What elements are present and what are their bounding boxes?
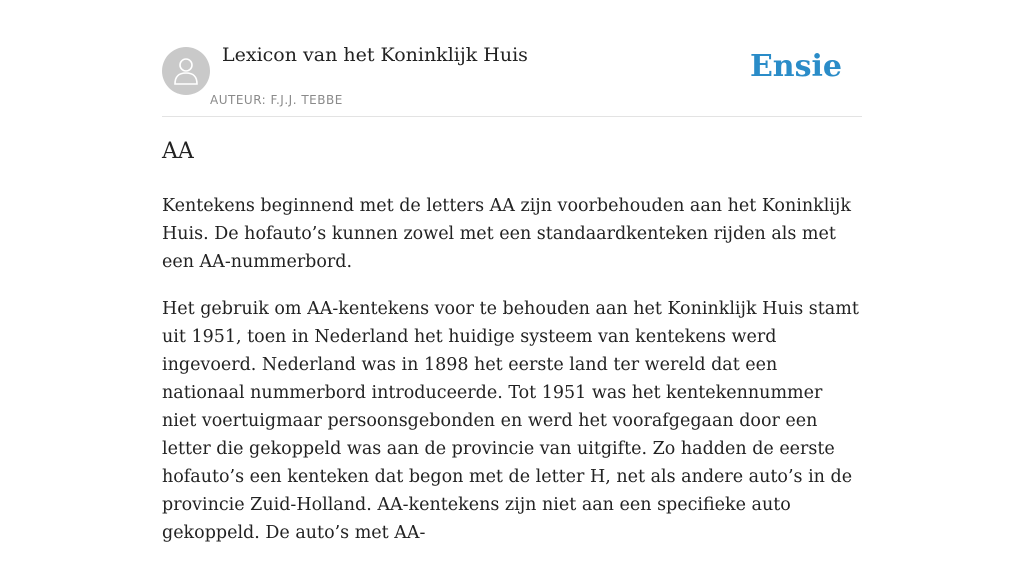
paragraph: Kentekens beginnend met de letters AA zijn voorbehouden aan het Koninklijk Huis. De hofauto’s kunnen zowel met een standaardkenteken rijden als met een AA-nummerbord. (162, 196, 851, 272)
avatar[interactable] (162, 47, 210, 95)
entry-body (162, 192, 862, 566)
article-header (162, 0, 862, 117)
ensie-logo[interactable]: Ensie (749, 49, 842, 84)
book-title[interactable]: Lexicon van het Koninklijk Huis (222, 44, 528, 66)
paragraph: Het gebruik om AA-kentekens voor te behouden aan het Koninklijk Huis stamt uit 1951, toen in Nederland het huidige systeem van kentekens werd ingevoerd. Nederland was in 1898 het eerste land ter wereld dat een nationaal nummerbord introduceerde. Tot 1951 was het kentekennummer niet voertuigmaar persoonsgebonden en werd het voorafgegaan door een letter die gekoppeld was aan de provincie van uitgifte. Zo hadden de eerste hofauto’s een kenteken dat begon met de letter H, net als andere auto’s in de provincie Zuid-Holland. AA-kentekens zijn niet aan een specifieke auto gekoppeld. De auto’s met AA- (162, 299, 859, 543)
entry-title: AA (162, 139, 194, 164)
article-page (162, 0, 862, 543)
author-label[interactable]: AUTEUR: F.J.J. TEBBE (210, 93, 343, 107)
user-icon (173, 56, 199, 86)
